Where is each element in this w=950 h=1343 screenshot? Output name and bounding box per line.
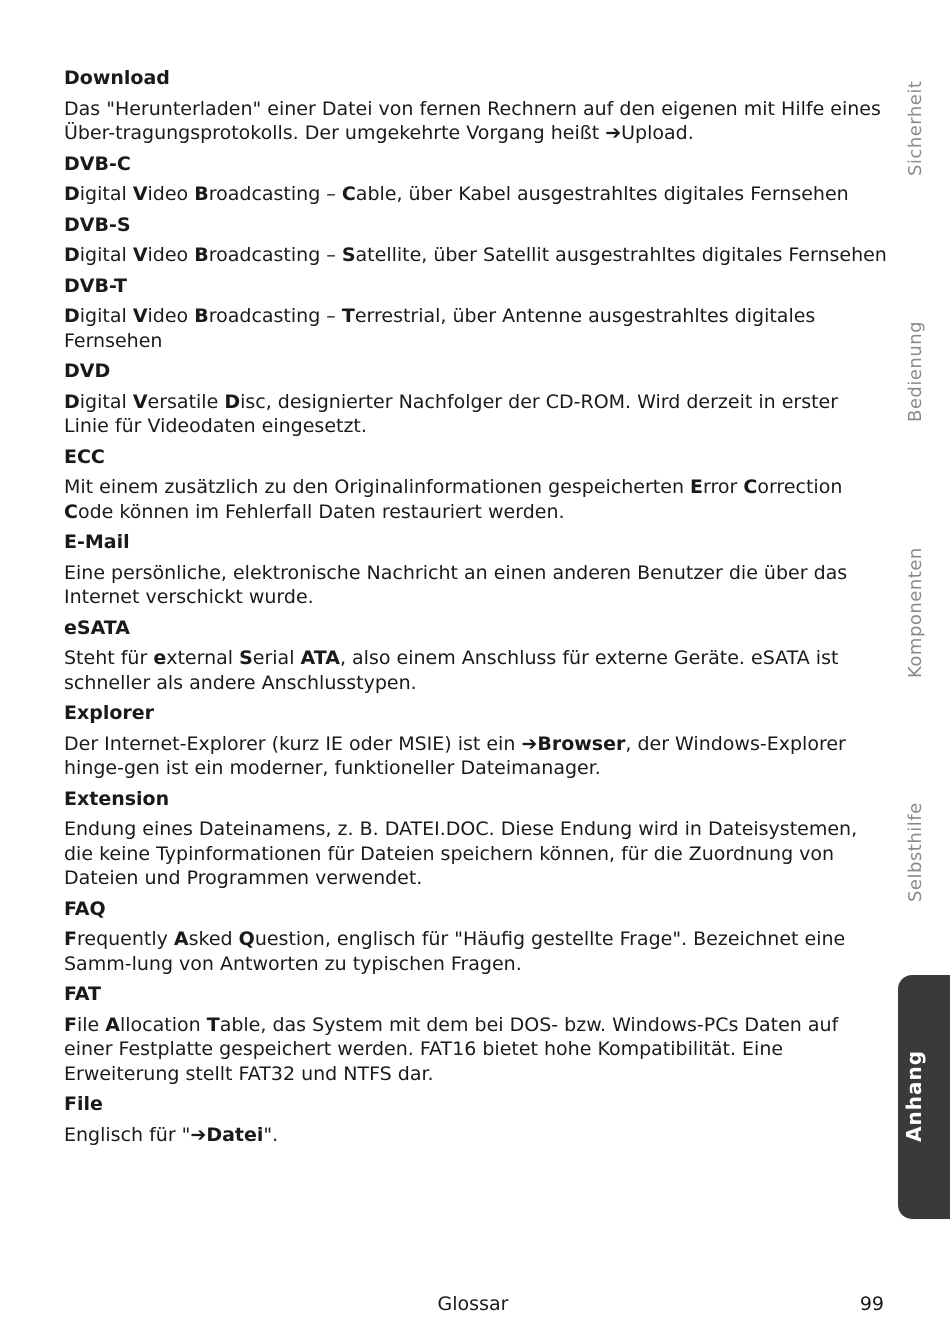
term-definition: Englisch für "➔Datei".	[64, 1123, 279, 1146]
glossary-entry-faq	[64, 897, 888, 977]
term-heading: Download	[64, 67, 170, 89]
term-definition: Digital Versatile Disc, designierter Nachfolger der CD-ROM. Wird derzeit in erster Linie für Videodaten eingesetzt.	[64, 390, 839, 437]
glossary-entry-dvb-c	[64, 152, 888, 207]
glossary-entry-explorer	[64, 701, 888, 781]
glossary-entry-dvb-t	[64, 274, 888, 354]
term-definition: Digital Video Broadcasting – Satellite, über Satellit ausgestrahltes digitales Fernsehen	[64, 244, 887, 266]
term-definition: Endung eines Dateinamens, z. B. DATEI.DOC. Diese Endung wird in Dateisystemen, die keine Typinformationen für Dateien speichern können, für die Zuordnung von Dateien und Programmen verwendet.	[64, 818, 858, 889]
page-number: 99	[859, 1293, 884, 1315]
term-definition: File Allocation Table, das System mit dem bei DOS- bzw. Windows-PCs Daten auf einer Festplatte gespeichert werden. FAT16 bietet hohe Kompatibilität. Eine Erweiterung stellt FAT32 und NTFS dar.	[64, 1013, 839, 1085]
footer-section-title: Glossar	[437, 1293, 509, 1315]
glossary-entry-dvb-s	[64, 213, 888, 268]
browser-link: Browser	[537, 732, 626, 755]
term-heading: E-Mail	[64, 531, 130, 553]
term-definition: Digital Video Broadcasting – Terrestrial, über Antenne ausgestrahltes digitales Fernsehen	[64, 305, 816, 352]
term-heading: DVB-C	[64, 152, 131, 175]
term-heading: Explorer	[64, 702, 155, 724]
tab-komponenten[interactable]: Komponenten	[905, 547, 926, 679]
term-heading: Extension	[64, 787, 170, 810]
glossary-entry-email	[64, 530, 888, 610]
term-heading: FAQ	[64, 897, 106, 920]
glossary-entry-dvd	[64, 359, 888, 439]
glossary-entry-fat	[64, 982, 888, 1086]
term-definition: Frequently Asked Question, englisch für "Häufig gestellte Frage". Bezeichnet eine Samm-lung von Antworten zu typischen Fragen.	[64, 928, 846, 975]
glossary-content	[64, 66, 888, 1153]
term-heading: eSATA	[64, 616, 130, 639]
tab-bedienung[interactable]: Bedienung	[905, 320, 926, 422]
term-definition: Digital Video Broadcasting – Cable, über Kabel ausgestrahltes digitales Fernsehen	[64, 183, 849, 205]
term-heading: DVB-T	[64, 274, 128, 297]
term-heading: DVD	[64, 360, 111, 382]
term-definition: Der Internet-Explorer (kurz IE oder MSIE) ist ein ➔Browser, der Windows-Explorer hinge-gen ist ein moderner, funktioneller Dateimanager.	[64, 732, 846, 779]
term-definition: Eine persönliche, elektronische Nachricht an einen anderen Benutzer die über das Internet verschickt wurde.	[64, 561, 848, 608]
term-heading: FAT	[64, 983, 101, 1005]
glossary-entry-ecc	[64, 445, 888, 525]
glossary-entry-esata	[64, 616, 888, 696]
glossary-entry-download	[64, 66, 888, 146]
term-definition: Das "Herunterladen" einer Datei von fernen Rechnern auf den eigenen mit Hilfe eines Über-tragungsprotokolls. Der umgekehrte Vorgang heißt ➔Upload.	[64, 97, 881, 144]
term-definition: Mit einem zusätzlich zu den Originalinformationen gespeicherten Error Correction Code können im Fehlerfall Daten restauriert werden.	[64, 476, 843, 523]
glossary-entry-extension	[64, 787, 888, 891]
term-heading: File	[64, 1093, 103, 1115]
glossary-entry-file	[64, 1092, 888, 1147]
term-heading: DVB-S	[64, 213, 131, 236]
tab-sicherheit[interactable]: Sicherheit	[905, 80, 926, 176]
term-definition: Steht für external Serial ATA, also einem Anschluss für externe Geräte. eSATA ist schneller als andere Anschlusstypen.	[64, 647, 839, 694]
tab-selbsthilfe[interactable]: Selbsthilfe	[905, 802, 926, 902]
tab-anhang[interactable]: Anhang	[902, 1049, 926, 1142]
datei-link: Datei	[206, 1123, 264, 1146]
term-heading: ECC	[64, 445, 105, 468]
